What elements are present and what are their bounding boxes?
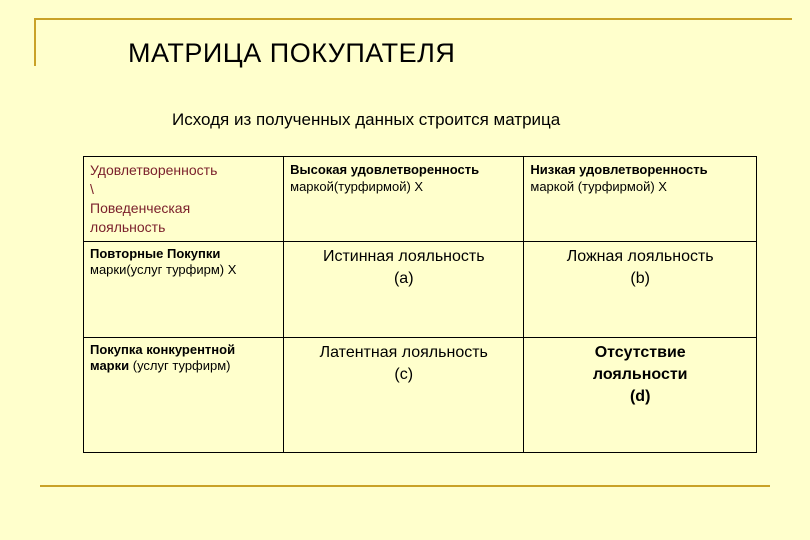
cell-true-loyalty bbox=[284, 242, 524, 338]
low-satisfaction-header bbox=[524, 157, 757, 242]
high-satisfaction-label: Высокая удовлетворенность bbox=[290, 162, 480, 177]
bottom-decor-line bbox=[40, 485, 770, 487]
high-satisfaction-header bbox=[284, 157, 524, 242]
true-loyalty-code: (a) bbox=[393, 270, 414, 287]
cell-latent-loyalty bbox=[284, 338, 524, 453]
corner-line-3: Поведенческая bbox=[90, 200, 191, 216]
corner-line-4: лояльность bbox=[90, 219, 166, 235]
competitor-purchase-sub: (услуг турфирм) bbox=[129, 358, 231, 373]
corner-cell bbox=[84, 157, 284, 242]
repeat-purchase-label: Повторные Покупки bbox=[90, 246, 221, 261]
low-satisfaction-label: Низкая удовлетворенность bbox=[530, 162, 708, 177]
false-loyalty-label: Ложная лояльность bbox=[566, 248, 714, 265]
latent-loyalty-code: (c) bbox=[394, 366, 414, 383]
latent-loyalty-label: Латентная лояльность bbox=[319, 344, 488, 361]
no-loyalty-code: (d) bbox=[629, 388, 651, 405]
slide-title: МАТРИЦА ПОКУПАТЕЛЯ bbox=[128, 38, 456, 68]
top-decor-line bbox=[34, 18, 792, 20]
repeat-purchase-header bbox=[84, 242, 284, 338]
corner-line-1: Удовлетворенность bbox=[90, 162, 218, 178]
table-row bbox=[84, 242, 757, 338]
cell-false-loyalty bbox=[524, 242, 757, 338]
repeat-purchase-sub: марки(услуг турфирм) Х bbox=[90, 262, 237, 277]
cell-no-loyalty bbox=[524, 338, 757, 453]
competitor-purchase-label: Покупка конкурентной марки bbox=[90, 342, 236, 373]
no-loyalty-line-2: лояльности bbox=[592, 366, 688, 383]
table-row bbox=[84, 338, 757, 453]
left-decor-line bbox=[34, 18, 36, 66]
buyer-matrix-table bbox=[83, 156, 757, 453]
low-satisfaction-sub: маркой (турфирмой) Х bbox=[530, 179, 667, 194]
competitor-purchase-header bbox=[84, 338, 284, 453]
slide-subtitle: Исходя из полученных данных строится матрица bbox=[172, 110, 561, 129]
high-satisfaction-sub: маркой(турфирмой) Х bbox=[290, 179, 424, 194]
corner-line-2: \ bbox=[90, 181, 94, 197]
table-header-row bbox=[84, 157, 757, 242]
true-loyalty-label: Истинная лояльность bbox=[322, 248, 485, 265]
no-loyalty-line-1: Отсутствие bbox=[594, 344, 686, 361]
false-loyalty-code: (b) bbox=[630, 270, 650, 287]
